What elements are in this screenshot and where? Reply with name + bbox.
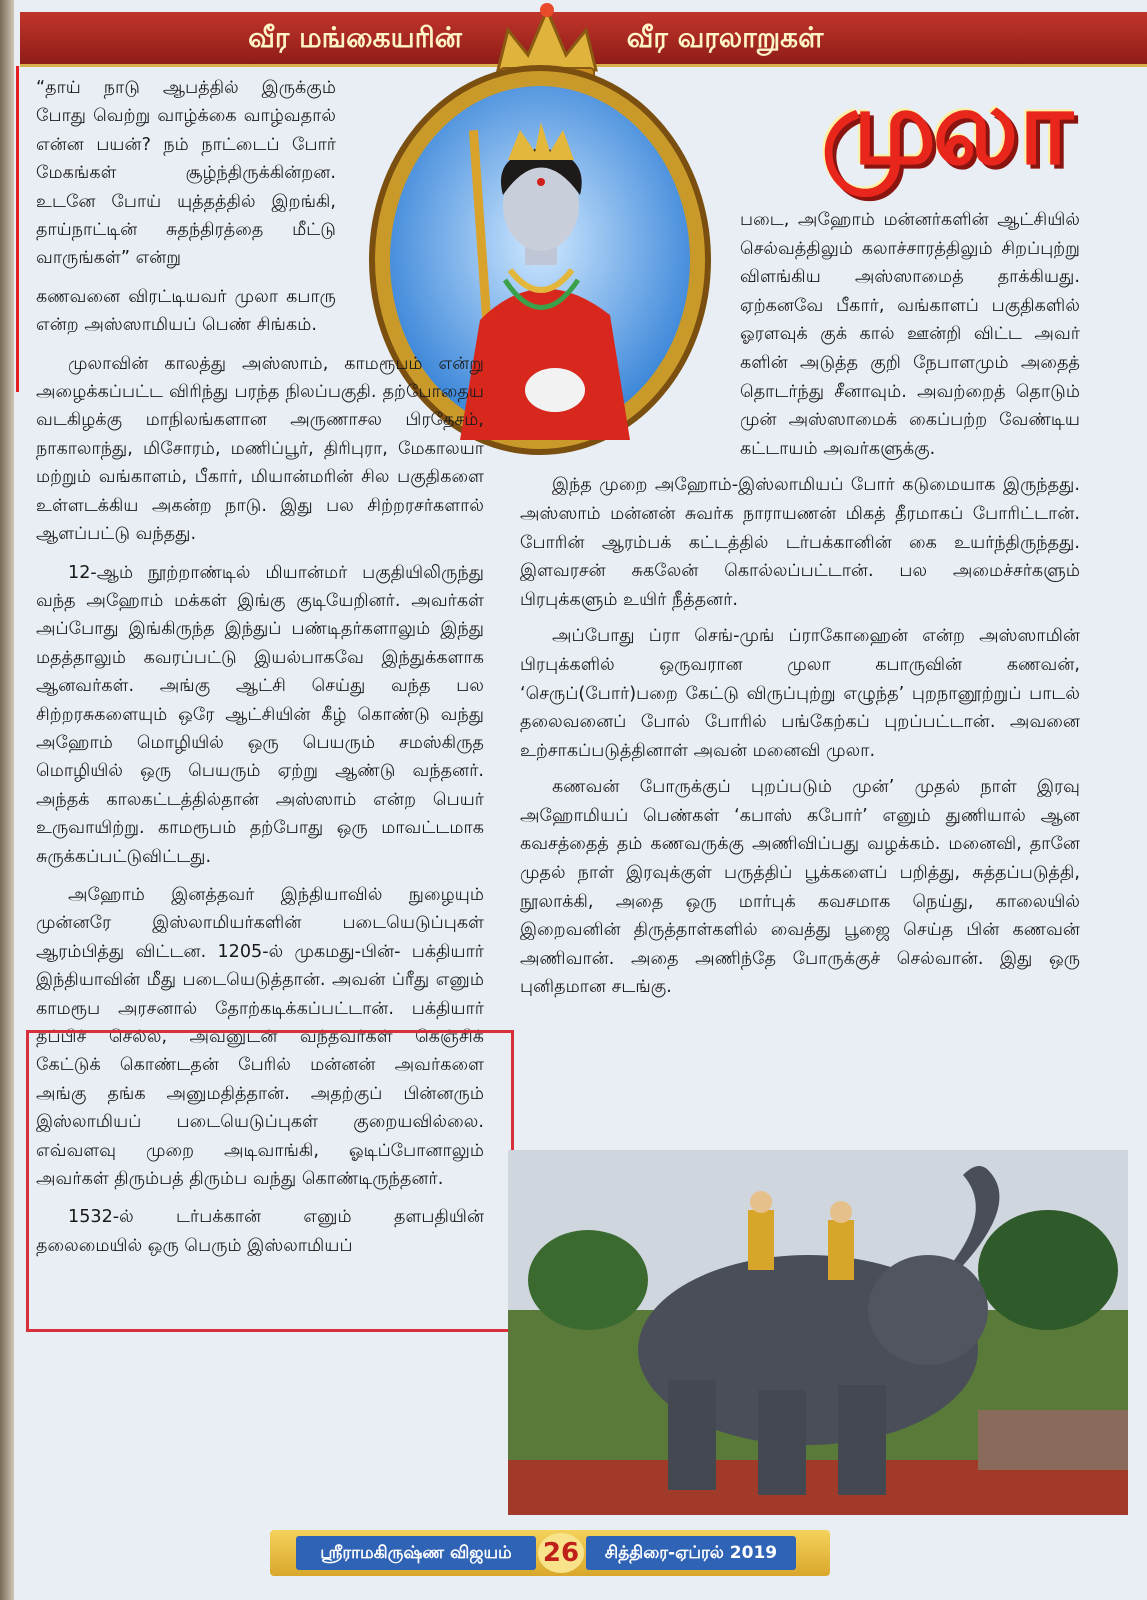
right-paragraph-1: படை, அஹோம் மன்னர்களின் ஆட்சியில் செல்வத்திலும் கலாச்சாரத்திலும் சிறப்புற்று விளங்கிய அஸ்ஸாமைத் தாக்கியது. ஏற்கனவே பீகார், வங்காளப் பகுதிகளில் ஓரளவுக் குக் கால் ஊன்றி விட்ட அவர் களின் அடுத்த குறி நேபாளமும் அதைத் தொடர்ந்து சீனாவும். அவற்றைத் தொடும் முன் அஸ்ஸாமைக் கைப்பற்ற வேண்டிய கட்டாயம் அவர்களுக்கு.: [740, 210, 1080, 459]
header-right-title: வீர வரலாறுகள்: [626, 21, 824, 54]
left-paragraph-3: அஹோம் இனத்தவர் இந்தியாவில் நுழையும் முன்னரே இஸ்லாமியர்களின் படையெடுப்புகள் ஆரம்பித்து விட்டன. 1205-ல் முகமது-பின்- பக்தியார் இந்தியாவின் மீது படையெடுத்தான். அவன் ப்ரீது எனும் காமரூப அரசனால் தோற்கடிக்கப்பட்டான். பக்தியார் தப்பிச் செல்ல, அவனுடன் வந்தவர்கள் கெஞ்சிக் கேட்டுக் கொண்டதன் பேரில் மன்னன் அவர்களை அங்கு தங்க அனுமதித்தான். அதற்குப் பின்னரும் இஸ்லாமியப் படையெடுப்புகள் குறையவில்லை. எவ்வளவு முறை அடிவாங்கி, ஓடிப்போனாலும் அவர்கள் திரும்பத் திரும்ப வந்து கொண்டிருந்தனர்.: [36, 884, 484, 1190]
highlight-box: [26, 1030, 514, 1332]
right-paragraph-2: இந்த முறை அஹோம்-இஸ்லாமியப் போர் கடுமையாக இருந்தது. அஸ்ஸாம் மன்னன் சுவர்க நாராயணன் மிகத் தீரமாகப் போரிட்டான். போரின் ஆரம்பக் கட்டத்தில் டர்பக்கானின் கை உயர்ந்திருந்தது. இளவரசன் சுகலேன் கொல்லப்பட்டான். பல அமைச்சர்களும் பிரபுக்களும் உயிர் நீத்தனர்.: [520, 475, 1080, 610]
article-title: முலா: [820, 66, 1070, 188]
footer-magazine-name: ஸ்ரீராமகிருஷ்ண விஜயம்: [296, 1536, 536, 1570]
intro-quote: “தாய் நாடு ஆபத்தில் இருக்கும் போது வெற்று வாழ்க்கை வாழ்வதால் என்ன பயன்? நம் நாட்டைப் போர் மேகங்கள் சூழ்ந்திருக்கின்றன. உடனே போய் யுத்தத்தில் இறங்கி, தாய்நாட்டின் சுதந்திரத்தை மீட்டு வாருங்கள்” என்று: [36, 78, 336, 269]
intro-tail: கணவனை விரட்டியவர் முலா கபாரு என்ற அஸ்ஸாமியப் பெண் சிங்கம்.: [36, 286, 336, 336]
right-column: [520, 206, 1080, 1010]
right-paragraph-4: கணவன் போருக்குப் புறப்படும் முன்’ முதல் நாள் இரவு அஹோமியப் பெண்கள் ‘கபாஸ் கபோர்’ எனும் துணியால் ஆன கவசத்தைத் தம் கணவருக்கு அணிவிப்பது வழக்கம். மனைவி, தானே முதல் நாள் இரவுக்குள் பருத்திப் பூக்களைப் பறித்து, சுத்தப்படுத்தி, நூலாக்கி, அதை ஒரு மார்புக் கவசமாக நெய்து, காலையில் இறைவனின் திருத்தாள்களில் வைத்து பூஜை செய்த பின் கணவன் அணிவான். அதை அணிந்தே போருக்குச் செல்வான். இது ஒரு புனிதமான சடங்கு.: [520, 777, 1080, 998]
footer-page-number: 26: [538, 1533, 584, 1573]
header-left-title: வீர மங்கையரின்: [248, 21, 462, 54]
left-paragraph-1: முலாவின் காலத்து அஸ்ஸாம், காமரூபம் என்று அழைக்கப்பட்ட விரிந்து பரந்த நிலப்பகுதி. தற்போதைய வடகிழக்கு மாநிலங்களான அருணாசல பிரதேசம், நாகாலாந்து, மிசோரம், மணிப்பூர், திரிபுரா, மேகாலயா மற்றும் வங்காளம், பீகார், மியான்மரின் சில பகுதிகளை உள்ளடக்கிய அகன்ற நாடு. இது பல சிற்றரசர்களால் ஆளப்பட்டு வந்தது.: [36, 353, 484, 545]
elephant-photo: [508, 1150, 1128, 1515]
page-binding-edge: [0, 0, 14, 1600]
highlight-marker-line: [16, 66, 19, 392]
right-paragraph-3: அப்போது ப்ரா செங்-முங் ப்ராகோஹைன் என்ற அஸ்ஸாமின் பிரபுக்களில் ஒருவரான முலா கபாருவின் கணவன், ‘செருப்(போர்)பறை கேட்டு விருப்புற்று எழுந்த’ புறநானூற்றுப் பாடல் தலைவனைப் போல் போரில் பங்கேற்கப் புறப்பட்டான். அவனை உற்சாகப்படுத்தினாள் அவன் மனைவி முலா.: [520, 626, 1080, 761]
left-paragraph-2: 12-ஆம் நூற்றாண்டில் மியான்மர் பகுதியிலிருந்து வந்த அஹோம் மக்கள் இங்கு குடியேறினர். அவர்கள் அப்போது இங்கிருந்த இந்துப் பண்டிதர்களாலும் இந்து மதத்தாலும் கவரப்பட்டு இயல்பாகவே இந்துக்களாக ஆனவர்கள். அங்கு ஆட்சி செய்து வந்த பல சிற்றரசுகளையும் ஒரே ஆட்சியின் கீழ் கொண்டு வந்து அஹோம் மொழியில் ஒரு பெயரும் சமஸ்கிருத மொழியில் ஒரு பெயரும் ஏற்று ஆண்டு வந்தனர். அந்தக் காலகட்டத்தில்தான் அஸ்ஸாம் என்ற பெயர் உருவாயிற்று. காமரூபம் தற்போது ஒரு மாவட்டமாக சுருக்கப்பட்டுவிட்டது.: [36, 562, 484, 867]
left-paragraph-4: 1532-ல் டர்பக்கான் எனும் தளபதியின் தலைமையில் ஒரு பெரும் இஸ்லாமியப்: [36, 1207, 484, 1256]
footer-issue-date: சித்திரை-ஏப்ரல் 2019: [586, 1536, 796, 1570]
